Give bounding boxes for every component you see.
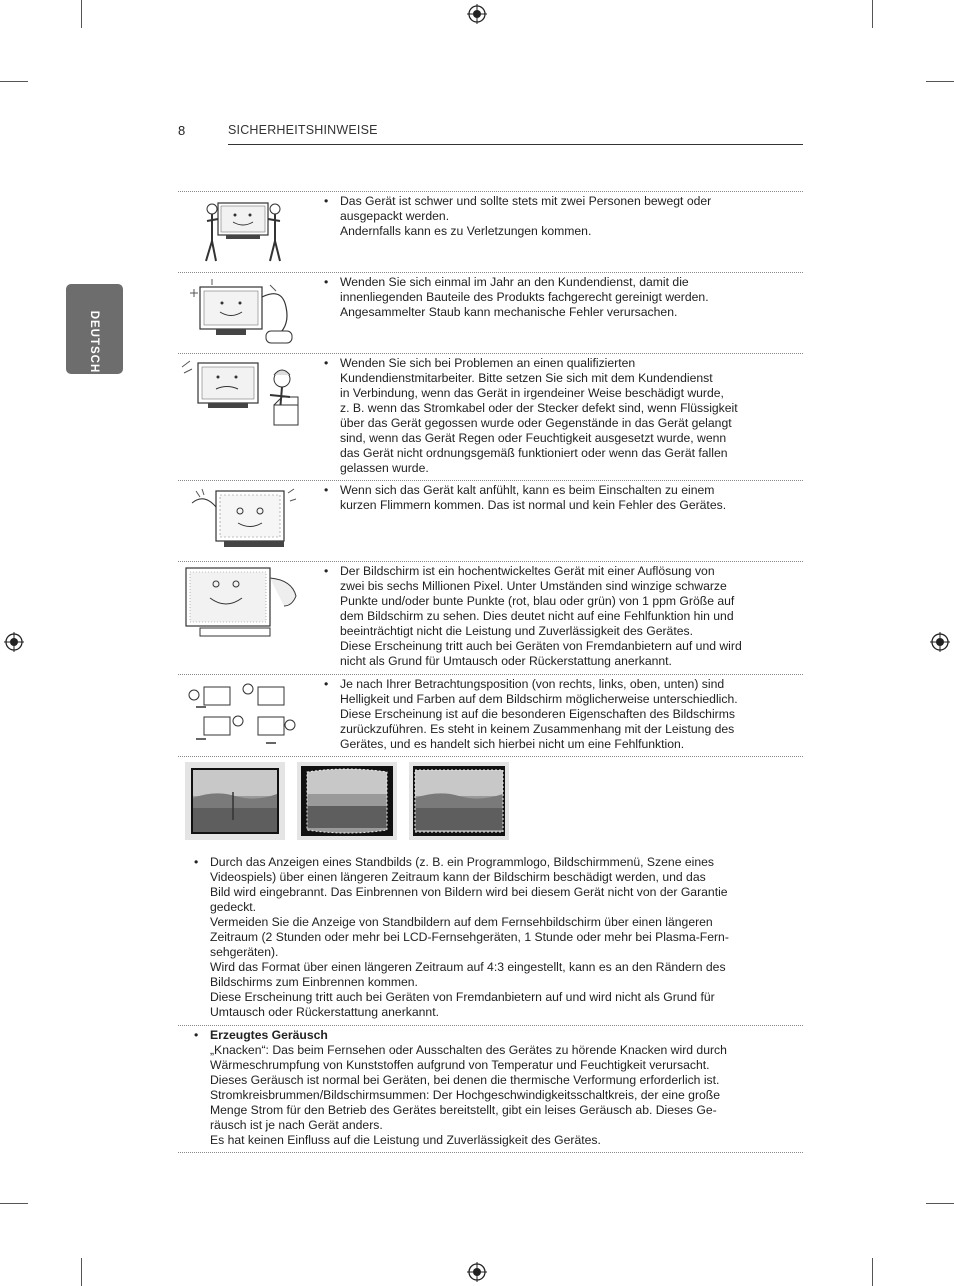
burn-in-warning bbox=[194, 855, 794, 1020]
registration-mark-icon bbox=[4, 632, 24, 652]
item-text: Das Gerät ist schwer und sollte stets mit zwei Personen bewegt oder ausgepackt werden. Andernfalls kann es zu Verletzungen kommen. bbox=[340, 194, 712, 238]
flickering-tv-icon bbox=[184, 485, 300, 557]
header-rule bbox=[228, 144, 803, 145]
crop-mark bbox=[81, 1258, 82, 1286]
burn-in-example-photo bbox=[185, 762, 285, 840]
bullet-icon: • bbox=[324, 194, 329, 208]
row-divider bbox=[178, 1025, 803, 1026]
list-item bbox=[324, 483, 794, 513]
viewing-angle-icon bbox=[186, 681, 298, 749]
item-text: Der Bildschirm ist ein hochentwickeltes Gerät mit einer Auflösung von zwei bis sechs Millionen Pixel. Unter Umständen sind winzige schwarze Punkte und/oder bunte Punkte (rot, blau oder grün) von 1 ppm Größe auf dem Bildschirm zu sehen. Dies deutet nicht auf eine Fehlfunktion hin und beeinträchtigt nicht die Leistung und Zuverlässigkeit des Gerätes. Diese Erscheinung tritt auch bei Geräten von Fremdanbietern auf und wird nicht als Grund für Umtausch oder Rückerstattung anerkannt. bbox=[340, 564, 742, 668]
row-divider bbox=[178, 191, 803, 192]
list-item bbox=[324, 677, 794, 752]
row-divider bbox=[178, 1152, 803, 1153]
crop-mark bbox=[81, 0, 82, 28]
burn-in-example-photo bbox=[297, 762, 397, 840]
crop-mark bbox=[926, 1203, 954, 1204]
item-text: Wenden Sie sich bei Problemen an einen qualifizierten Kundendienstmitarbeiter. Bitte setzen Sie sich mit dem Kundendienst in Verbindung, wenn das Gerät in irgendeiner Weise beschädigt wurde, z. B. wenn das Stromkabel oder der Stecker defekt sind, wenn Flüssigkeit über das Gerät gegossen wurde oder Gegenstände in das Gerät gelangt sind, wenn das Gerät Regen oder Feuchtigkeit ausgesetzt wurde, wenn das Gerät nicht ordnungsgemäß funktioniert oder wenn das Gerät fallen gelassen wurde. bbox=[340, 356, 738, 475]
row-divider bbox=[178, 272, 803, 273]
bullet-icon: • bbox=[324, 677, 329, 691]
registration-mark-icon bbox=[467, 1262, 487, 1282]
row-divider bbox=[178, 353, 803, 354]
service-technician-icon bbox=[178, 357, 306, 433]
bullet-icon: • bbox=[194, 855, 199, 869]
row-divider bbox=[178, 480, 803, 481]
item-text: Wenn sich das Gerät kalt anfühlt, kann es beim Einschalten zu einem kurzen Flimmern kommen. Das ist normal und kein Fehler des Gerätes. bbox=[340, 483, 727, 512]
registration-mark-icon bbox=[467, 4, 487, 24]
list-item bbox=[324, 275, 794, 320]
bullet-icon: • bbox=[324, 275, 329, 289]
row-divider bbox=[178, 756, 803, 757]
noise-text: „Knacken“: Das beim Fernsehen oder Ausschalten des Gerätes zu hörende Knacken wird durch Wärmeschrumpfung von Kunststoffen aufgrund von Temperatur und Feuchtigkeit verursacht. Dieses Geräusch ist normal bei Geräten, bei denen die thermische Verformung erforderlich ist. Stromkreisbrummen/Bildschirmsummen: Der Hochgeschwindigkeitsschaltkreis, der eine große Menge Strom für den Betrieb des Gerätes bereitstellt, gibt ein leises Geräusch ab. Dieses Ge- räusch ist je nach Gerät anders. Es hat keinen Einfluss auf die Leistung und Zuverlässigkeit des Gerätes. bbox=[210, 1043, 727, 1147]
registration-mark-icon bbox=[930, 632, 950, 652]
bullet-icon: • bbox=[324, 356, 329, 370]
language-tab bbox=[66, 284, 123, 374]
list-item bbox=[324, 194, 794, 239]
noise-section bbox=[194, 1028, 794, 1148]
row-divider bbox=[178, 674, 803, 675]
list-item bbox=[324, 356, 794, 476]
crop-mark bbox=[872, 1258, 873, 1286]
burn-in-example-photo bbox=[409, 762, 509, 840]
two-people-carrying-tv-icon bbox=[200, 197, 286, 267]
bullet-icon: • bbox=[324, 564, 329, 578]
row-divider bbox=[178, 561, 803, 562]
tv-vacuum-cleaning-icon bbox=[186, 277, 298, 347]
burn-in-text: Durch das Anzeigen eines Standbilds (z. B. ein Programmlogo, Bildschirmmenü, Szene eines Videospiels) über einen längeren Zeitraum kann der Bildschirm beschädigt werden, und das Bild wird eingebrannt. Das Einbrennen von Bildern wird bei diesem Gerät nicht von der Garantie gedeckt. Vermeiden Sie die Anzeige von Standbildern auf dem Fernsehbildschirm über einen längeren Zeitraum (2 Stunden oder mehr bei LCD-Fernsehgeräten, 1 Stunde oder mehr bei Plasma-Fern- sehgeräten). Wird das Format über einen längeren Zeitraum auf 4:3 eingestellt, kann es an den Rändern des Bildschirms zum Einbrennen kommen. Diese Erscheinung tritt auch bei Geräten von Fremdanbietern auf und wird nicht als Grund für Umtausch oder Rückerstattung anerkannt. bbox=[210, 855, 729, 1019]
crop-mark bbox=[872, 0, 873, 28]
item-text: Je nach Ihrer Betrachtungsposition (von rechts, links, oben, unten) sind Helligkeit und Farben auf dem Bildschirm möglicherweise unterschiedlich. Diese Erscheinung ist auf die besonderen Eigenschaften des Bildschirms zurückzuführen. Es steht in keinem Zusammenhang mit der Leistung des Gerätes, und es handelt sich hierbei nicht um eine Fehlfunktion. bbox=[340, 677, 738, 751]
page-number: 8 bbox=[178, 123, 186, 138]
noise-heading: Erzeugtes Geräusch bbox=[210, 1028, 328, 1042]
crop-mark bbox=[0, 81, 28, 82]
language-tab-label: DEUTSCH bbox=[88, 310, 101, 374]
crop-mark bbox=[0, 1203, 28, 1204]
crop-mark bbox=[926, 81, 954, 82]
bullet-icon: • bbox=[194, 1028, 199, 1042]
section-title: SICHERHEITSHINWEISE bbox=[228, 123, 378, 137]
item-text: Wenden Sie sich einmal im Jahr an den Kundendienst, damit die innenliegenden Bauteile des Produkts fachgerecht gereinigt werden. Angesammelter Staub kann mechanische Fehler verursachen. bbox=[340, 275, 709, 319]
pixel-screen-icon bbox=[184, 566, 300, 642]
bullet-icon: • bbox=[324, 483, 329, 497]
list-item bbox=[324, 564, 794, 669]
